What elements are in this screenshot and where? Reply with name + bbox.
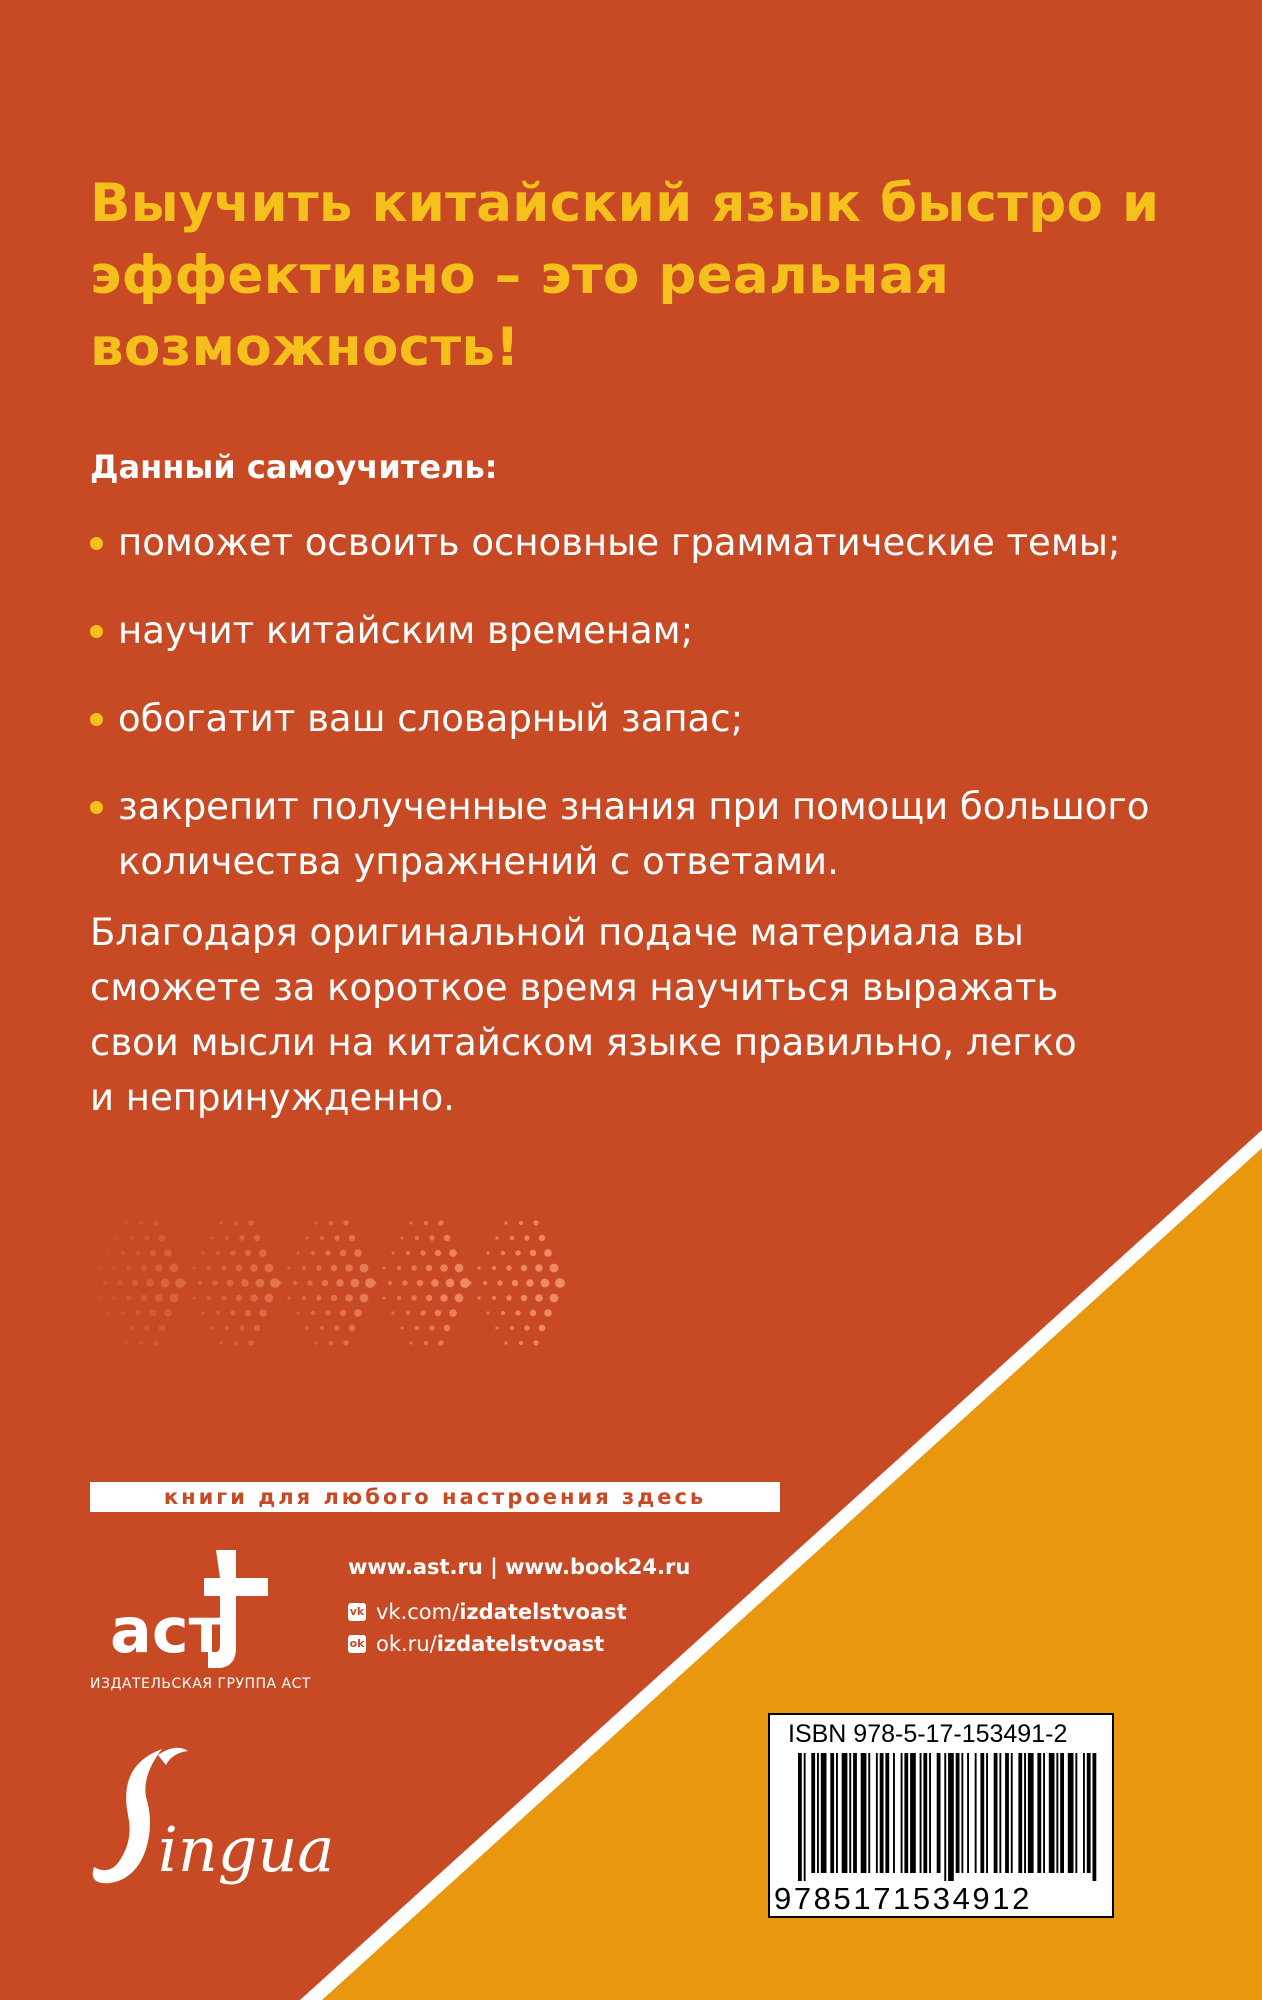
arrow-dot [117,1280,122,1285]
arrow-dot [97,1266,100,1269]
arrow-dot [159,1325,166,1332]
arrow-dot [519,1221,523,1225]
arrow-dot [121,1311,125,1315]
arrow-dot [311,1251,315,1255]
arrow-dot [524,1235,529,1240]
arrow-dot [492,1296,496,1300]
arrow-dot [192,1296,195,1299]
arrow-dot [535,1294,543,1302]
arrow-dot [305,1326,308,1329]
bullet-dot-icon [90,625,103,638]
arrow-dot [219,1341,222,1344]
arrow-dot [230,1250,235,1255]
arrow-dot [316,1295,321,1300]
barcode-bar [904,1753,908,1873]
arrow-dot [400,1326,403,1329]
arrow-dot [150,1250,157,1257]
arrow-dot [533,1220,538,1225]
arrow-dot [221,1265,226,1270]
arrow-dot [382,1266,385,1269]
arrow-dot [320,1326,324,1330]
arrow-dot [501,1251,505,1255]
arrow-dot [420,1250,425,1255]
barcode-bar [1018,1753,1022,1873]
arrow-dot [316,1265,321,1270]
barcode-bar [910,1753,916,1873]
barcode-bar [1049,1753,1055,1873]
arrow-dot [424,1221,428,1225]
arrow-dot [438,1340,443,1345]
barcode-bar [975,1753,977,1873]
arrow-dot [170,1294,179,1303]
arrow-dot [388,1281,392,1285]
arrow-dot [349,1325,356,1332]
barcode-bar [868,1753,870,1873]
arrow-dot [207,1296,211,1300]
odnoklassniki-icon: ok [348,1635,366,1653]
barcode-bar [880,1753,884,1873]
arrow-dot [132,1280,139,1287]
arrow-dot [336,1279,344,1287]
arrow-dot [345,1294,353,1302]
publisher-caption: ИЗДАТЕЛЬСКАЯ ГРУППА АСТ [90,1676,311,1692]
isbn-barcode-block [768,1713,1114,1918]
arrow-dot [444,1235,451,1242]
arrow-dot [360,1294,369,1303]
arrow-dot [340,1310,347,1317]
arrow-dot [210,1236,213,1239]
arrow-dot [510,1326,514,1330]
arrow-dot [245,1250,252,1257]
ok-link[interactable] [348,1628,690,1660]
arrow-dot [483,1281,487,1285]
vk-link[interactable] [348,1596,690,1628]
arrow-dot [97,1296,100,1299]
arrow-dot [135,1250,140,1255]
arrow-dot [329,1341,333,1345]
arrow-dot [409,1221,412,1224]
arrow-dot [435,1250,442,1257]
arrow-dot [515,1310,520,1315]
intro-label: Данный самоучитель: [90,448,498,486]
arrow-dot [526,1279,534,1287]
arrow-dot [278,1281,281,1284]
arrow-dot [343,1220,348,1225]
arrow-dot [225,1236,229,1240]
arrow-dot [183,1281,186,1284]
arrow-dot [391,1251,394,1254]
arrow-dot [159,1235,166,1242]
arrow-dot [115,1326,118,1329]
arrow-dot [345,1264,353,1272]
arrow-dot [334,1325,339,1330]
barcode-bar [967,1753,969,1873]
barcode-bar [817,1753,819,1873]
arrow-dot [504,1341,507,1344]
arrow-dot [139,1221,143,1225]
arrow-dot [325,1310,330,1315]
barcode-bar [956,1753,960,1873]
arrow-dot [397,1266,401,1270]
svg-text:ingua: ingua [158,1813,335,1886]
tagline-banner [90,1482,780,1512]
arrow-dot [139,1341,143,1345]
arrow-dot [254,1235,261,1242]
barcode-bar [944,1753,946,1881]
arrow-dot [192,1266,195,1269]
arrow-dot [331,1265,338,1272]
arrow-dot [112,1266,116,1270]
arrow-dot [216,1251,220,1255]
arrow-dot [302,1266,306,1270]
arrow-dot [245,1310,252,1317]
arrow-dot [302,1296,306,1300]
arrow-dot [287,1266,290,1269]
arrow-dot [265,1294,274,1303]
arrow-dot [115,1236,118,1239]
arrow-dot [524,1325,529,1330]
arrow-dot [164,1249,172,1257]
arrow-dot [305,1236,308,1239]
arrow-dot [164,1309,172,1317]
arrow-dot [144,1325,149,1330]
arrow-dot [343,1340,348,1345]
arrow-dot [141,1265,148,1272]
arrow-dot [486,1311,489,1314]
arrow-dot [415,1326,419,1330]
feature-text: обогатит ваш словарный запас; [118,697,744,740]
arrow-dot [153,1340,158,1345]
arrow-dot [201,1251,204,1254]
arrow-dot [320,1236,324,1240]
arrow-dot [539,1235,546,1242]
arrow-dot [409,1341,412,1344]
arrow-dot [539,1325,546,1332]
arrow-dot [535,1264,543,1272]
barcode-bar [948,1753,954,1881]
barcode-bar [901,1753,903,1873]
arrow-dot [555,1278,565,1288]
arrow-dot [234,1341,238,1345]
barcode-bar [929,1753,931,1873]
ean-digits: 9785171534912 [774,1881,1032,1916]
arrow-dot [130,1236,134,1240]
barcode-bar [798,1753,802,1881]
arrow-dot [112,1296,116,1300]
arrow-dot [210,1326,213,1329]
arrow-dot [259,1249,267,1257]
arrow-dot [429,1325,434,1330]
arrow-dot [236,1295,243,1302]
arrow-dot [287,1296,290,1299]
barcode-bar [999,1753,1001,1873]
arrow-dot [486,1251,489,1254]
feature-list [90,515,1150,922]
headline: Выучить китайский язык быстро и эффективно – это реальная возможность! [90,173,1160,378]
arrow-dot [331,1295,338,1302]
arrow-dot [468,1281,471,1284]
arrow-dot [126,1295,131,1300]
arrow-dot [146,1279,154,1287]
barcode-bar [961,1753,963,1873]
arrow-dot [506,1295,511,1300]
arrow-dot [124,1341,127,1344]
arrow-dot [477,1266,480,1269]
arrow-dot [161,1279,170,1288]
arrow-dot [391,1311,394,1314]
arrow-dot [311,1311,315,1315]
arrow-dot [296,1311,299,1314]
barcode-bar [1056,1753,1058,1873]
barcode-bar [1093,1753,1097,1881]
description-paragraph: Благодаря оригинальной подаче материала вы сможете за короткое время научиться выражать свои мысли на китайском языке правильно, легко и непринужденно. [90,911,1077,1119]
arrow-dot [126,1265,131,1270]
barcode-bar [920,1753,922,1873]
arrow-dot [440,1294,448,1302]
arrow-dot [530,1310,537,1317]
barcode-bar [1060,1753,1064,1873]
bullet-dot-icon [90,801,103,814]
bullet-dot-icon [90,537,103,550]
arrow-dot [426,1265,433,1272]
arrow-dot [155,1264,163,1272]
arrow-dot [221,1295,226,1300]
lingua-logo-icon [88,1745,368,1895]
arrow-dot [150,1310,157,1317]
barcode-bar [885,1753,889,1873]
arrow-dot [250,1294,258,1302]
arrow-dot [515,1250,520,1255]
arrow-dot [417,1280,424,1287]
arrow-dot [521,1295,528,1302]
barcode-bar [804,1753,806,1881]
arrow-dot [435,1310,442,1317]
arrow-dot [322,1280,329,1287]
barcode-bar [1005,1753,1009,1873]
arrow-dot [411,1265,416,1270]
arrow-dot [256,1279,265,1288]
arrow-dot [121,1251,125,1255]
arrow-dot [495,1236,498,1239]
tagline-text: книги для любого настроения здесь [163,1485,707,1509]
arrow-dot [239,1325,244,1330]
arrow-dot [402,1280,407,1285]
ast-logo-icon [108,1540,278,1675]
vk-handle: izdatelstvoast [459,1600,627,1624]
arrow-dot [170,1264,179,1273]
arrow-dot [307,1280,312,1285]
arrow-dot [530,1250,537,1257]
barcode-bar [1024,1753,1026,1873]
barcode-bar [842,1753,848,1873]
arrow-dot [424,1341,428,1345]
arrow-dot [533,1340,538,1345]
arrow-dot [225,1326,229,1330]
arrow-dot [429,1235,434,1240]
arrow-dot [198,1281,202,1285]
arrow-dot [420,1310,425,1315]
barcode-bar [1011,1753,1013,1873]
arrow-dot [106,1311,109,1314]
feature-item [90,515,1150,570]
arrow-dot [400,1236,403,1239]
vk-prefix: vk.com/ [376,1600,460,1624]
isbn-number: ISBN 978-5-17-153491-2 [788,1720,1068,1748]
arrow-dot [259,1309,267,1317]
arrow-dot [446,1279,455,1288]
arrow-dot [510,1236,514,1240]
arrow-dot [250,1264,258,1272]
arrow-dot [354,1309,362,1317]
arrow-dot [340,1250,347,1257]
arrow-dot [455,1294,464,1303]
bullet-dot-icon [90,713,103,726]
barcode-bar [986,1753,988,1873]
arrow-dot [373,1281,376,1284]
barcode-bar [811,1753,815,1873]
arrow-dot [521,1265,528,1272]
arrow-dot [155,1294,163,1302]
arrow-dot [236,1265,243,1272]
ok-handle: izdatelstvoast [436,1632,605,1656]
barcode-icon [798,1753,1098,1881]
barcode-bar [1068,1753,1074,1873]
feature-item [90,691,1150,746]
feature-text: закрепит полученные знания при помощи большого количества упражнений с ответами. [118,785,1150,883]
arrow-dot [254,1325,261,1332]
arrow-dot [234,1221,238,1225]
barcode-bar [1043,1753,1045,1873]
arrow-dot [296,1251,299,1254]
dotted-arrows-decoration [90,1215,610,1360]
arrow-dot [314,1341,317,1344]
arrow-dot [216,1311,220,1315]
arrow-dot [411,1295,416,1300]
arrow-dot [334,1235,339,1240]
arrow-dot [103,1281,107,1285]
arrow-dot [212,1280,217,1285]
arrow-dot [415,1236,419,1240]
arrow-dot [455,1264,464,1273]
website-links[interactable]: www.ast.ru | www.book24.ru [348,1555,691,1579]
barcode-bar [830,1753,834,1873]
feature-item [90,779,1158,889]
barcode-bar [861,1753,867,1873]
arrow-dot [144,1235,149,1240]
arrow-dot [397,1296,401,1300]
arrow-dot [406,1251,410,1255]
barcode-bar [1037,1753,1041,1873]
arrow-dot [239,1235,244,1240]
barcode-bar [876,1753,878,1873]
arrow-dot [360,1264,369,1273]
barcode-bar [1075,1753,1077,1873]
arrow-dot [135,1310,140,1315]
arrow-dot [248,1220,253,1225]
arrow-dot [438,1220,443,1225]
arrow-dot [141,1295,148,1302]
feature-text: поможет освоить основные грамматические темы; [118,521,1121,564]
barcode-bar [836,1753,838,1873]
arrow-dot [501,1311,505,1315]
arrow-dot [497,1280,502,1285]
arrow-dot [207,1266,211,1270]
arrow-dot [293,1281,297,1285]
arrow-dot [544,1309,552,1317]
arrow-dot [504,1221,507,1224]
arrow-dot [382,1296,385,1299]
feature-text: научит китайским временам; [118,609,694,652]
arrow-dot [90,1281,92,1284]
arrow-dot [440,1264,448,1272]
barcode-bar [994,1753,998,1873]
barcode-bar [849,1753,851,1873]
arrow-dot [406,1311,410,1315]
barcode-bar [853,1753,857,1873]
arrow-dot [201,1311,204,1314]
arrow-dot [124,1221,127,1224]
arrow-dot [477,1296,480,1299]
arrow-dot [495,1326,498,1329]
arrow-dot [550,1294,559,1303]
arrow-dot [544,1249,552,1257]
arrow-dot [349,1235,356,1242]
arrow-dot [227,1280,234,1287]
arrow-dot [230,1310,235,1315]
barcode-bar [923,1753,927,1873]
arrow-dot [354,1249,362,1257]
arrow-dot [106,1251,109,1254]
arrow-dot [351,1279,360,1288]
barcode-bar [1083,1753,1085,1873]
arrow-dot [130,1326,134,1330]
vk-icon: vk [348,1603,366,1621]
arrow-dot [550,1264,559,1273]
feature-item [90,603,1150,658]
arrow-dot [449,1249,457,1257]
barcode-bar [937,1753,941,1873]
arrow-dot [431,1279,439,1287]
arrow-dot [492,1266,496,1270]
arrow-dot [219,1221,222,1224]
arrow-dot [426,1295,433,1302]
arrow-dot [241,1279,249,1287]
arrow-dot [265,1264,274,1273]
svg-text:аст: аст [110,1594,225,1667]
arrow-dot [506,1265,511,1270]
ok-prefix: ok.ru/ [376,1632,437,1656]
barcode-bar [1087,1753,1091,1873]
arrow-dot [541,1279,550,1288]
arrow-dot [329,1221,333,1225]
barcode-bar [980,1753,984,1873]
arrow-dot [512,1280,519,1287]
arrow-dot [248,1340,253,1345]
arrow-dot [314,1221,317,1224]
arrow-dot [153,1220,158,1225]
arrow-dot [519,1341,523,1345]
publisher-links [348,1552,690,1660]
barcode-bar [893,1753,895,1873]
arrow-dot [449,1309,457,1317]
arrow-dot [325,1250,330,1255]
barcode-bar [1028,1753,1034,1873]
arrow-dot [444,1325,451,1332]
barcode-bar [821,1753,827,1873]
